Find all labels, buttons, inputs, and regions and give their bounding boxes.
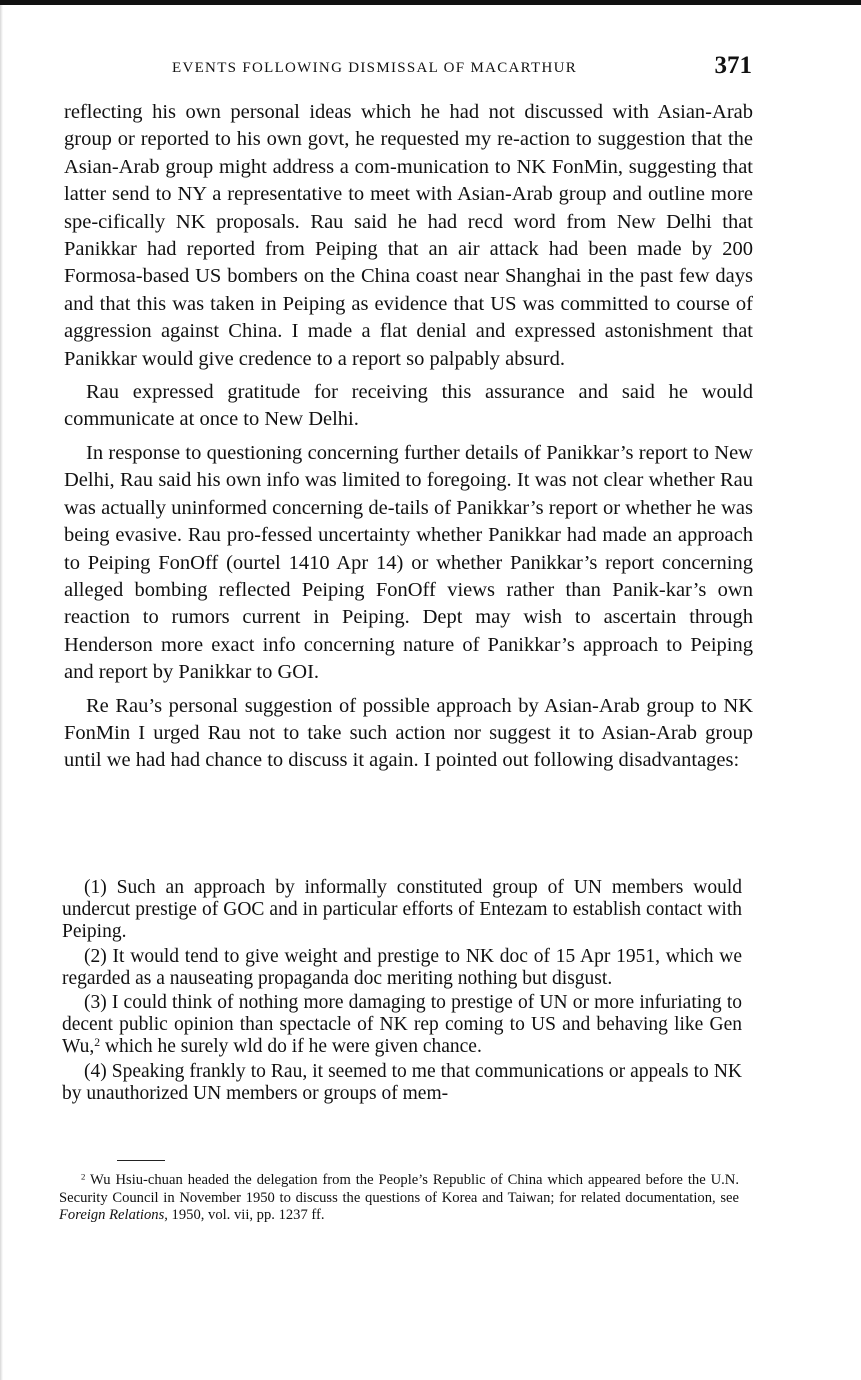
footnote-text: Wu Hsiu-chuan headed the delegation from the People’s Republic of China which appeared before the U.N. Security Council in November 1950 to discuss the questions of Korea and Taiwan; for related documentation, see (59, 1172, 739, 1206)
body-text (64, 99, 753, 781)
running-head (64, 52, 754, 84)
footnote-publication-title: Foreign Relations (59, 1207, 165, 1224)
list-item-3-text: (3) I could think of nothing more damaging to prestige of UN or more infuriating to decent public opinion than spectacle of NK rep coming to US and behaving like Gen Wu, (62, 992, 742, 1058)
list-item-2: (2) It would tend to give weight and prestige to NK doc of 15 Apr 1951, which we regarded as a nauseating propaganda doc meriting nothing but disgust. (62, 945, 742, 989)
footnote-reference-mark: 2 (94, 1036, 101, 1050)
paragraph-3: In response to questioning concerning further details of Panikkar’s report to New Delhi, Rau said his own info was limited to foregoing. It was not clear whether Rau was actually uninformed concerning de-tails of Panikkar’s report or whether he was being evasive. Rau pro-fessed uncertainty whether Panikkar had made an approach to Peiping FonOff (ourtel 1410 Apr 14) or whether Panikkar’s report concerning alleged bombing reflected Peiping FonOff views rather than Panik-kar’s own reaction to rumors current in Peiping. Dept may wish to ascertain through Henderson more exact info concerning nature of Panikkar’s approach to Peiping and report by Panikkar to GOI. (64, 441, 753, 684)
page-number: 371 (714, 52, 752, 79)
list-item-3-text-continued: which he surely wld do if he were given chance. (100, 1036, 482, 1058)
top-edge-rule (0, 0, 861, 5)
footnote-mark: 2 (81, 1171, 86, 1182)
paragraph-2: Rau expressed gratitude for receiving this assurance and said he would communicate at once to New Delhi. (64, 381, 753, 431)
footnote-citation: , 1950, vol. vii, pp. 1237 ff. (164, 1207, 325, 1224)
footnote (59, 1172, 739, 1225)
paragraph-4: Re Rau’s personal suggestion of possible approach by Asian-Arab group to NK FonMin I urged Rau not to take such action nor suggest it to Asian-Arab group until we had had chance to discuss it again. I pointed out following disadvantages: (64, 694, 753, 772)
paragraph-1: reflecting his own personal ideas which he had not discussed with Asian-Arab group or reported to his own govt, he requested my re-action to suggestion that the Asian-Arab group might address a com-munication to NK FonMin, suggesting that latter send to NY a representative to meet with Asian-Arab group and outline more spe-cifically NK proposals. Rau said he had recd word from New Delhi that Panikkar had reported from Peiping that an air attack had been made by 200 Formosa-based US bombers on the China coast near Shanghai in the past few days and that this was taken in Peiping as evidence that US was committed to course of aggression against China. I made a flat denial and expressed astonishment that Panikkar would give credence to a report so palpably absurd. (64, 101, 753, 370)
list-item-4: (4) Speaking frankly to Rau, it seemed to me that communications or appeals to NK by unauthorized UN members or groups of mem- (62, 1060, 742, 1104)
footnote-divider (117, 1160, 165, 1161)
running-title: EVENTS FOLLOWING DISMISSAL OF MACARTHUR (172, 60, 578, 76)
disadvantages-list (62, 877, 742, 1107)
list-item-1: (1) Such an approach by informally constituted group of UN members would undercut prestige of GOC and in particular efforts of Entezam to establish contact with Peiping. (62, 877, 742, 943)
list-item-3 (62, 992, 742, 1059)
page-left-edge (0, 5, 3, 1380)
